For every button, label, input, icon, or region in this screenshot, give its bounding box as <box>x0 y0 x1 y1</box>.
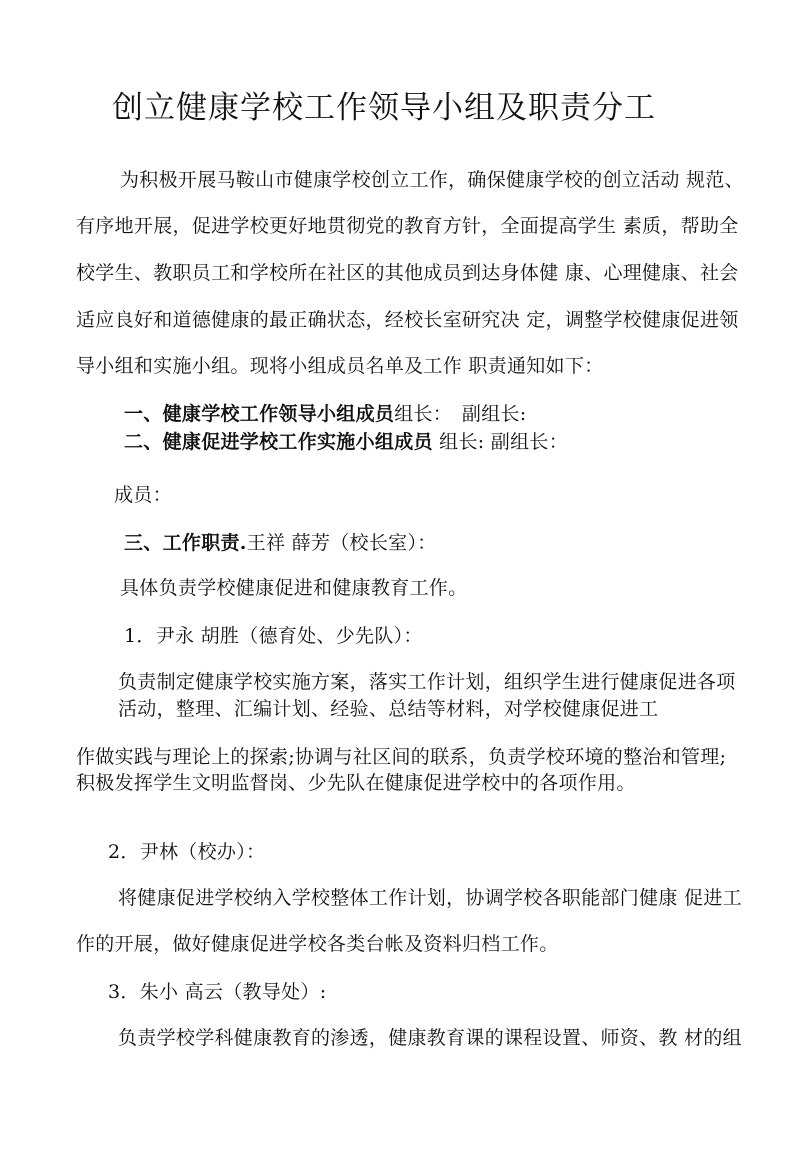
intro-line-1: 为积极开展马鞍山市健康学校创立工作，确保健康学校的创立活动 规范、 <box>120 169 744 191</box>
item-3-heading: 3．朱小 高云（教导处）: <box>108 981 327 1003</box>
item-1-heading: 1．尹永 胡胜（德育处、少先队）： <box>124 625 423 647</box>
section-1-line <box>124 402 527 426</box>
section-2-line <box>124 430 568 454</box>
item-3-line-1: 负责学校学科健康教育的渗透，健康教育课的课程设置、师资、教 材的组 <box>118 1027 742 1049</box>
intro-line-4: 适应良好和道德健康的最正确状态，经校长室研究决 定，调整学校健康促进领 <box>76 309 739 331</box>
section-1-roles: 组长： 副组长: <box>394 403 527 425</box>
item-2-line-2: 作的开展，做好健康促进学校各类台帐及资料归档工作。 <box>76 933 559 955</box>
intro-line-5: 导小组和实施小组。现将小组成员名单及工作 职责通知如下： <box>76 355 604 377</box>
section-3-heading: 三、工作职责. <box>124 532 247 554</box>
item-1-line-3: 作做实践与理论上的探索;协调与社区间的联系，负责学校环境的整治和管理; <box>76 746 727 768</box>
section-2-heading: 二、健康促进学校工作实施小组成员 <box>124 431 433 453</box>
intro-line-2: 有序地开展，促进学校更好地贯彻党的教育方针，全面提高学生 素质，帮助全 <box>76 215 739 237</box>
duty-general: 具体负责学校健康促进和健康教育工作。 <box>120 577 468 599</box>
item-1-line-2: 活动，整理、汇编计划、经验、总结等材料，对学校健康促进工 <box>118 698 659 720</box>
section-3-line <box>124 531 437 555</box>
document-title: 创立健康学校工作领导小组及职责分工 <box>112 90 656 126</box>
item-2-line-1: 将健康促进学校纳入学校整体工作计划，协调学校各职能部门健康 促进工 <box>118 887 742 909</box>
intro-line-3: 校学生、教职员工和学校所在社区的其他成员到达身体健 康、心理健康、社会 <box>76 262 739 284</box>
members-label: 成员： <box>114 484 172 506</box>
item-1-line-1: 负责制定健康学校实施方案，落实工作计划，组织学生进行健康促进各项 <box>118 671 736 693</box>
section-3-rest: 王祥 薛芳（校长室）： <box>246 532 437 554</box>
item-1-line-4: 积极发挥学生文明监督岗、少先队在健康促进学校中的各项作用。 <box>76 772 636 794</box>
section-2-roles: 组长: 副组长： <box>432 431 568 453</box>
item-2-heading: 2．尹林（校办）： <box>108 841 266 863</box>
section-1-heading: 一、健康学校工作领导小组成员 <box>124 403 395 425</box>
